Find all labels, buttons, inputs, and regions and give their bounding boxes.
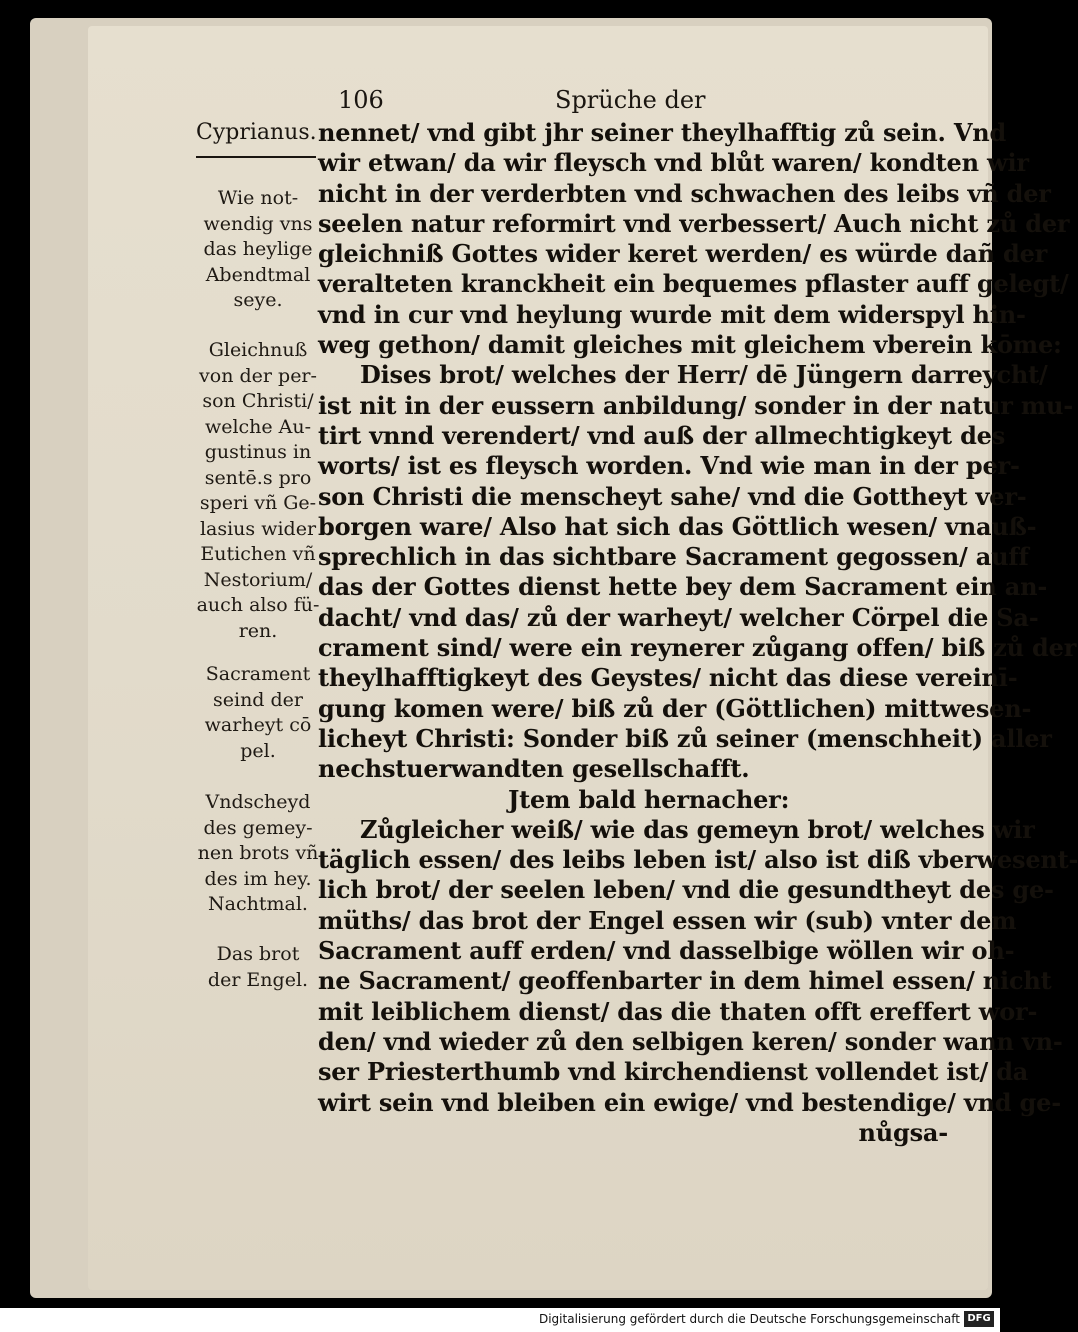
body-line: den/ vnd wieder zů den selbigen keren/ sonder wann vn- <box>318 1026 1063 1056</box>
margin-note <box>192 186 324 314</box>
body-line: müths/ das brot der Engel essen wir (sub) vnter dem <box>318 905 1017 935</box>
margin-note-line: speri vñ Ge- <box>199 492 317 514</box>
section-heading: Jtem bald hernacher: <box>508 784 790 814</box>
body-line: lich brot/ der seelen leben/ vnd die gesundtheyt des ge- <box>318 875 1054 905</box>
margin-note-line: son Christi/ <box>202 390 314 412</box>
body-line: mit leiblichem dienst/ das die thaten offt ereffert wor- <box>318 996 1038 1026</box>
body-line: Sacrament auff erden/ vnd dasselbige wöllen wir oh- <box>318 936 1015 966</box>
footer-credit: Digitalisierung gefördert durch die Deutsche Forschungsgemeinschaft <box>538 1312 960 1326</box>
body-line: theylhafftigkeyt des Geystes/ nicht das diese vereinī- <box>318 663 1018 693</box>
body-line: gung komen were/ biß zů der (Göttlichen) mittwesen- <box>318 693 1032 723</box>
margin-note-line: das heylige <box>203 238 313 260</box>
dfg-logo: DFG <box>964 1311 994 1327</box>
margin-note-line: gustinus in <box>204 441 312 463</box>
margin-note-line: der Engel. <box>207 968 309 991</box>
body-line: nechstuerwandten gesellschafft. <box>318 754 750 784</box>
body-line: ser Priesterthumb vnd kirchendienst vollendet ist/ da <box>318 1057 1029 1087</box>
margin-note-line: seind der <box>213 688 303 711</box>
body-text <box>318 118 1078 1148</box>
catchword: nůgsa- <box>858 1117 948 1147</box>
body-line: seelen natur reformirt vnd verbessert/ Auch nicht zů der <box>318 208 1070 238</box>
margin-note-line: Wie not- <box>217 187 299 209</box>
body-line: weg gethon/ damit gleiches mit gleichem vberein kōme: <box>318 330 1062 360</box>
margin-note-line: nen brots vñ <box>197 842 319 864</box>
margin-note-line: Sacrament <box>205 663 311 685</box>
body-line: wirt sein vnd bleiben ein ewige/ vnd bestendige/ vnd ge- <box>318 1087 1061 1117</box>
margin-note-line: von der per- <box>199 364 317 387</box>
body-line: dacht/ vnd das/ zů der warheyt/ welcher Cörpel die Sa- <box>318 602 1039 632</box>
margin-note-line: warheyt cō <box>204 714 312 736</box>
margin-note <box>192 790 324 918</box>
body-line: täglich essen/ des leibs leben ist/ also ist diß vberwesent- <box>318 845 1078 875</box>
margin-note-line: auch also fü- <box>196 594 320 616</box>
body-line: gleichniß Gottes wider keret werden/ es würde dañ der <box>318 239 1048 269</box>
margin-note <box>192 338 324 644</box>
margin-note-line: Das brot <box>216 943 300 965</box>
margin-rule <box>196 156 316 158</box>
margin-note-line: Nachtmal. <box>208 893 308 915</box>
margin-note-line: welche Au- <box>204 415 312 438</box>
body-line: borgen ware/ Also hat sich das Göttlich wesen/ vnauß- <box>318 511 1037 541</box>
margin-note-line: ren. <box>238 619 278 642</box>
margin-note-line: seye. <box>233 289 283 311</box>
body-line: nennet/ vnd gibt jhr seiner theylhafftig zů sein. Vnd <box>318 118 1007 147</box>
margin-author-title: Cyprianus. <box>196 120 317 145</box>
body-line: crament sind/ were ein reynerer zůgang offen/ biß zů der <box>318 633 1077 663</box>
body-line: Dises brot/ welches der Herr/ dē Jüngern darreycht/ <box>360 360 1048 390</box>
body-line: vnd in cur vnd heylung wurde mit dem widerspyl hin- <box>318 299 1026 329</box>
body-line: veralteten kranckheit ein bequemes pflaster auff gelegt/ <box>318 269 1069 299</box>
body-line: ne Sacrament/ geoffenbarter in dem himel essen/ nicht <box>318 966 1052 996</box>
margin-note-line: lasius wider <box>199 517 317 540</box>
body-line: nicht in der verderbten vnd schwachen des leibs vñ der <box>318 178 1051 208</box>
body-line: Zůgleicher weiß/ wie das gemeyn brot/ welches wir <box>360 814 1035 844</box>
margin-note-line: pel. <box>240 739 276 762</box>
body-line: son Christi die menscheyt sahe/ vnd die Gottheyt ver- <box>318 481 1027 511</box>
margin-note-line: Gleichnuß <box>208 339 308 361</box>
margin-note <box>192 942 324 993</box>
page-number: 106 <box>338 86 384 114</box>
margin-note-line: Vndscheyd <box>205 791 311 813</box>
body-line: wir etwan/ da wir fleysch vnd blůt waren/ kondten wir <box>318 148 1029 178</box>
margin-note-line: Nestorium/ <box>203 568 313 591</box>
margin-note-line: wendig vns <box>203 212 313 235</box>
body-line: ist nit in der eussern anbildung/ sonder in der natur mu- <box>318 390 1074 420</box>
margin-note-line: des gemey- <box>203 816 313 839</box>
body-line: sprechlich in das sichtbare Sacrament gegossen/ auff <box>318 542 1029 572</box>
body-line: tirt vnnd verendert/ vnd auß der allmechtigkeyt des <box>318 420 1006 450</box>
running-head: Sprüche der <box>555 86 706 114</box>
margin-note-line: Abendtmal <box>205 263 311 286</box>
margin-note-line: Eutichen vñ <box>200 543 316 565</box>
body-line: das der Gottes dienst hette bey dem Sacrament ein an- <box>318 572 1048 602</box>
margin-note-line: sentē.s pro <box>204 466 312 489</box>
digitization-footer <box>0 1308 1000 1332</box>
margin-note-line: des im hey. <box>204 867 312 890</box>
margin-note <box>192 662 324 764</box>
body-line: licheyt Christi: Sonder biß zů seiner (menschheit) aller <box>318 723 1052 753</box>
body-line: worts/ ist es fleysch worden. Vnd wie man in der per- <box>318 451 1020 481</box>
page-header <box>0 86 1000 116</box>
